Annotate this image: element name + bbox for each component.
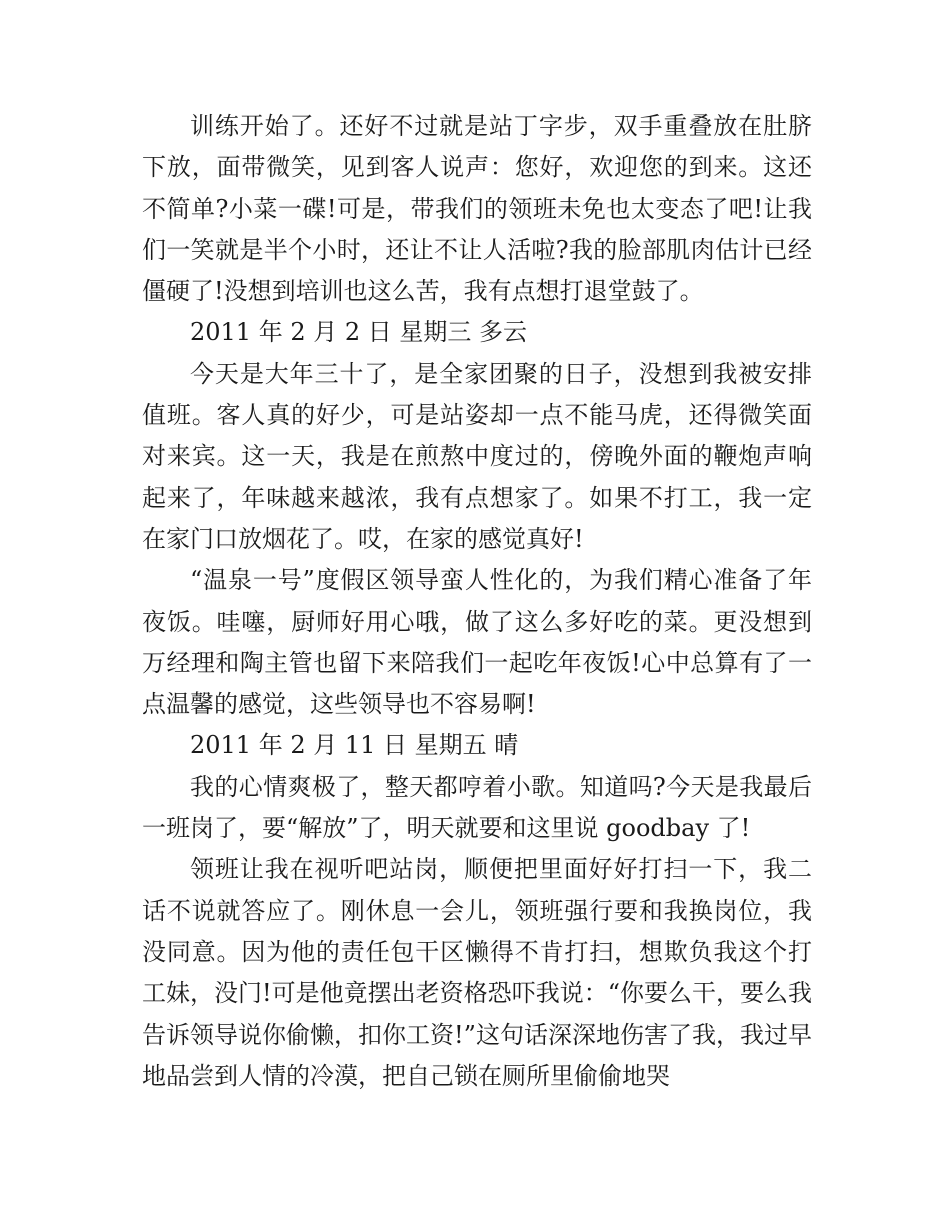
- diary-date-feb-2: 2011 年 2 月 2 日 星期三 多云: [190, 318, 528, 347]
- paragraph-last-shift: 我的心情爽极了，整天都哼着小歌。知道吗?今天是我最后一班岗了，要“解放”了，明天就要和这里说 goodbay 了!: [142, 772, 812, 843]
- paragraph-new-year-eve: 今天是大年三十了，是全家团聚的日子，没想到我被安排值班。客人真的好少，可是站姿却一点不能马虎，还得微笑面对来宾。这一天，我是在煎熬中度过的，傍晚外面的鞭炮声响起来了，年味越来越浓，我有点想家了。如果不打工，我一定在家门口放烟花了。哎，在家的感觉真好!: [142, 359, 812, 553]
- paragraph-training: 训练开始了。还好不过就是站丁字步，双手重叠放在肚脐下放，面带微笑，见到客人说声：您好，欢迎您的到来。这还不简单?小菜一碟!可是，带我们的领班未免也太变态了吧!让我们一笑就是半个小时，还让不让人活啦?我的脸部肌肉估计已经僵硬了!没想到培训也这么苦，我有点想打退堂鼓了。: [142, 112, 812, 306]
- paragraph-new-year-dinner: “温泉一号”度假区领导蛮人性化的，为我们精心准备了年夜饭。哇噻，厨师好用心哦，做了这么多好吃的菜。更没想到万经理和陶主管也留下来陪我们一起吃年夜饭!心中总算有了一点温馨的感觉，这些领导也不容易啊!: [142, 566, 812, 719]
- paragraph-shift-swap: 领班让我在视听吧站岗，顺便把里面好好打扫一下，我二话不说就答应了。刚休息一会儿，领班强行要和我换岗位，我没同意。因为他的责任包干区懒得不肯打扫，想欺负我这个打工妹，没门!可是他竟摆出老资格恐吓我说：“你要么干，要么我告诉领导说你偷懒，扣你工资!”这句话深深地伤害了我，我过早地品尝到人情的冷漠，把自己锁在厕所里偷偷地哭: [142, 855, 812, 1090]
- diary-date-feb-11: 2011 年 2 月 11 日 星期五 晴: [190, 731, 519, 760]
- document-body: [142, 106, 812, 1097]
